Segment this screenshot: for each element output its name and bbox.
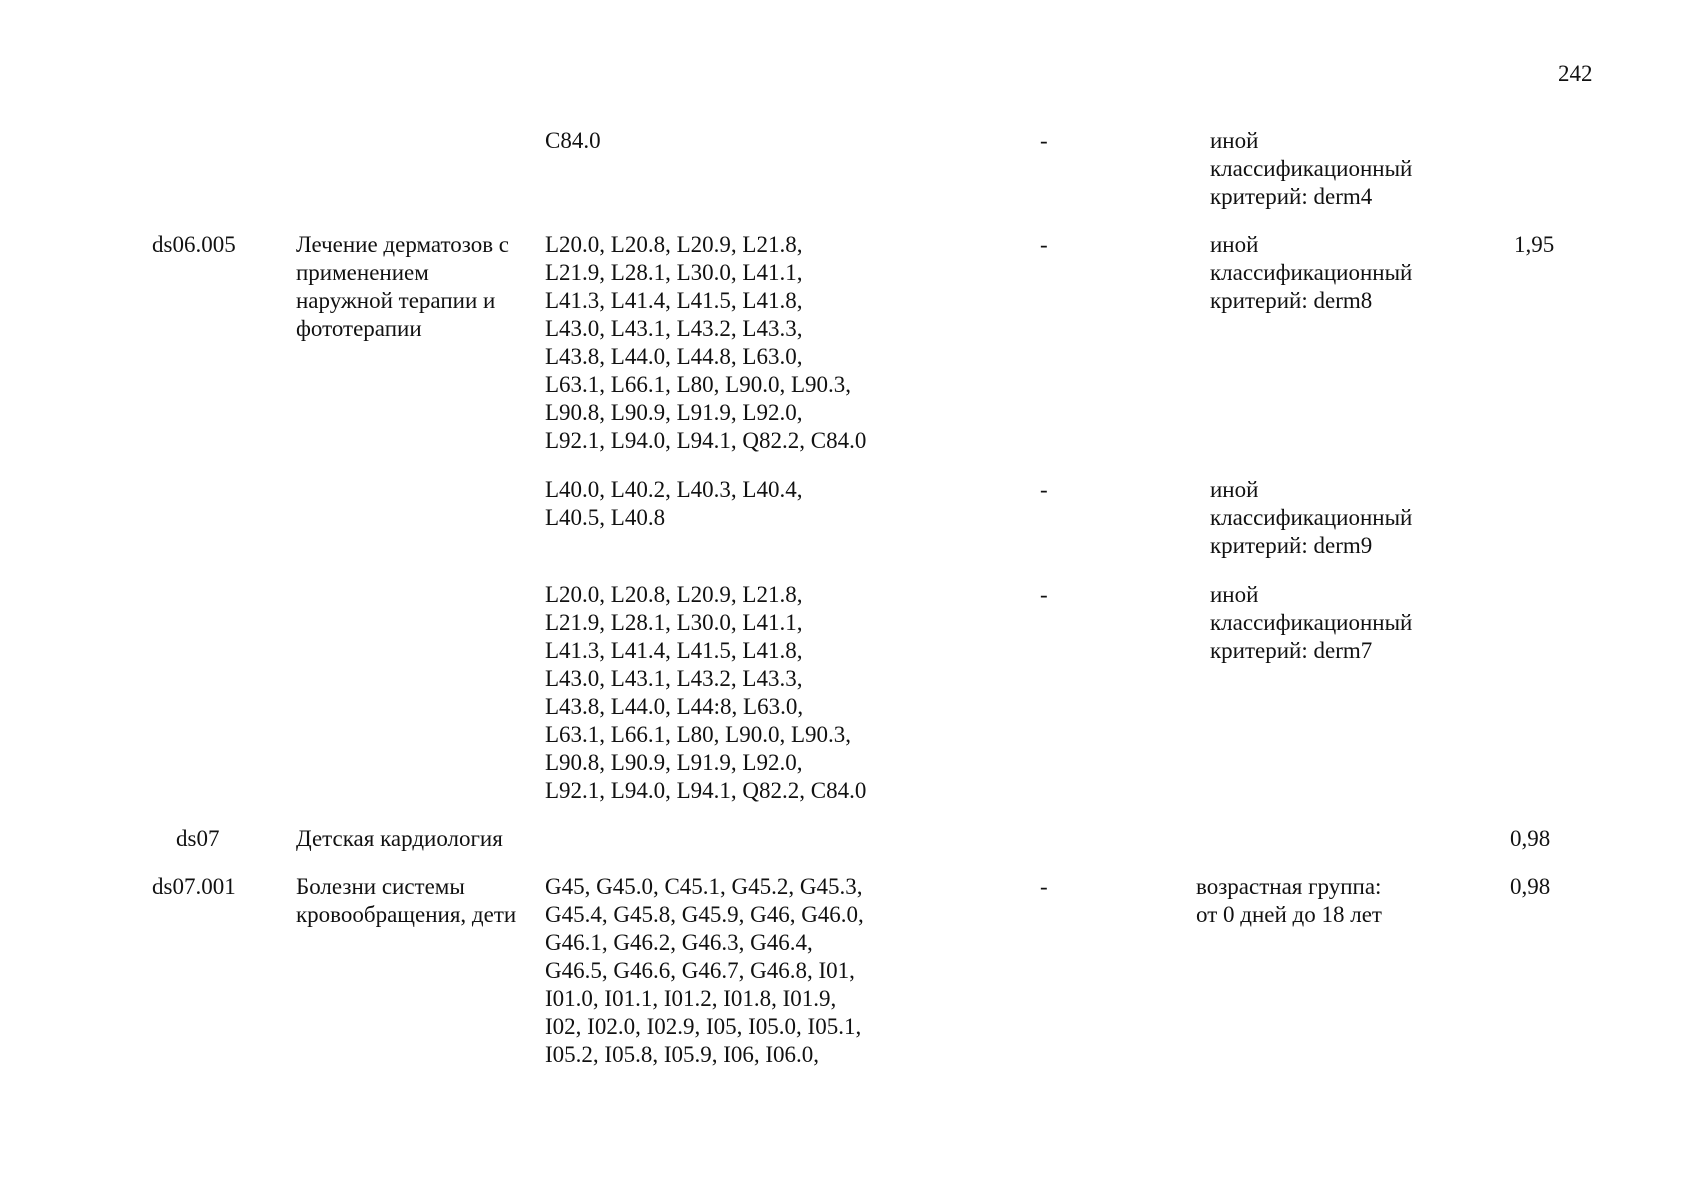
code-cell: ds06.005 — [152, 232, 236, 257]
icd-codes: L20.0, L20.8, L20.9, L21.8, L21.9, L28.1, L30.0, L41.1, L41.3, L41.4, L41.5, L41.8, L43.0, L43.1, L43.2, L43.3, L43.8, L44.0, L44:8, L63.0, L63.1, L66.1, L80, L90.0, L90.3, L90.8, L90.9, L91.9, L92.0, L92.1, L94.0, L94.1, Q82.2, C84.0 — [545, 582, 867, 803]
criterion-cell: иной классификационный критерий: derm7 — [1210, 582, 1413, 663]
icd-codes: C84.0 — [545, 128, 601, 153]
icd-codes: G45, G45.0, C45.1, G45.2, G45.3, G45.4, G45.8, G45.9, G46, G46.0, G46.1, G46.2, G46.3, G46.4, G46.5, G46.6, G46.7, G46.8, I01, I01.0, I01.1, I01.2, I01.8, I01.9, I02, I02.0, I02.9, I05, I05.0, I05.1, I05.2, I05.8, I05.9, I06, I06.0, — [545, 874, 864, 1067]
dash-cell: - — [1040, 874, 1048, 899]
criterion-cell: иной классификационный критерий: derm9 — [1210, 477, 1413, 558]
name-cell: Болезни системы кровообращения, дети — [296, 874, 517, 927]
criterion-cell: иной классификационный критерий: derm4 — [1210, 128, 1413, 209]
criterion-cell: иной классификационный критерий: derm8 — [1210, 232, 1413, 313]
icd-codes: L40.0, L40.2, L40.3, L40.4, L40.5, L40.8 — [545, 477, 803, 530]
icd-codes: L20.0, L20.8, L20.9, L21.8, L21.9, L28.1, L30.0, L41.1, L41.3, L41.4, L41.5, L41.8, L43.0, L43.1, L43.2, L43.3, L43.8, L44.0, L44.8, L63.0, L63.1, L66.1, L80, L90.0, L90.3, L90.8, L90.9, L91.9, L92.0, L92.1, L94.0, L94.1, Q82.2, C84.0 — [545, 232, 867, 453]
dash-cell: - — [1040, 232, 1048, 257]
dash-cell: - — [1040, 582, 1048, 607]
page-number: 242 — [1558, 61, 1593, 86]
code-cell: ds07 — [176, 826, 220, 851]
name-cell: Детская кардиология — [296, 826, 503, 851]
dash-cell: - — [1040, 477, 1048, 502]
dash-cell: - — [1040, 128, 1048, 153]
coefficient-cell: 1,95 — [1514, 232, 1555, 257]
coefficient-cell: 0,98 — [1510, 826, 1551, 851]
code-cell: ds07.001 — [152, 874, 236, 899]
name-cell: Лечение дерматозов с применением наружной терапии и фототерапии — [296, 232, 510, 341]
criterion-cell: возрастная группа: от 0 дней до 18 лет — [1196, 874, 1382, 927]
coefficient-cell: 0,98 — [1510, 874, 1551, 899]
